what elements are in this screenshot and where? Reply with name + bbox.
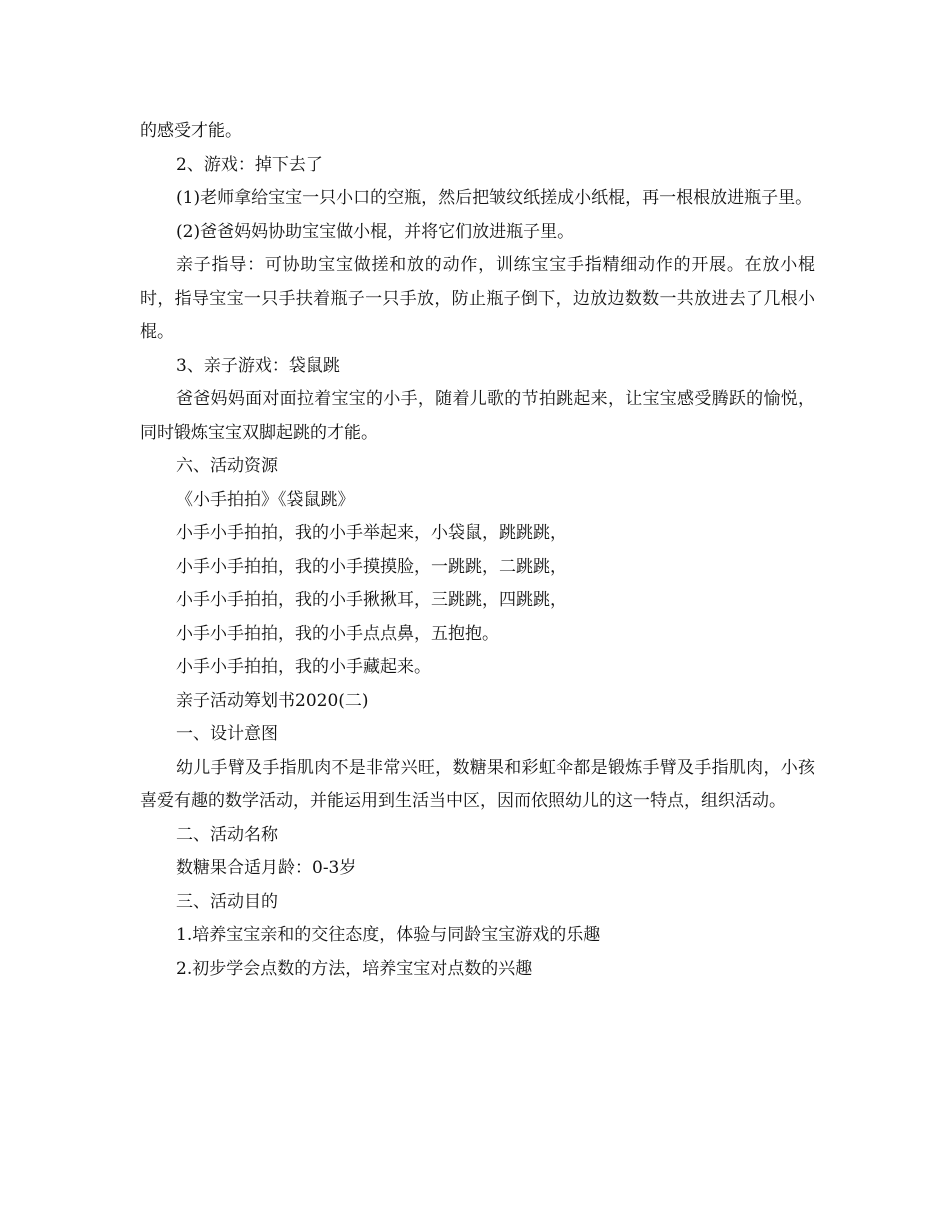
section-heading: 六、活动资源	[176, 456, 278, 476]
lyric-line: 小手小手拍拍，我的小手藏起来。	[176, 657, 431, 677]
paragraph: 爸爸妈妈面对面拉着宝宝的小手，随着儿歌的节拍跳起来，让宝宝感受腾跃的愉悦，同时锻炼宝宝双脚起跳的才能。	[140, 389, 815, 443]
section-heading: 三、活动目的	[176, 891, 278, 912]
document-subtitle: 亲子活动筹划书2020(二)	[176, 690, 369, 711]
document-body	[140, 115, 815, 986]
paragraph: 数糖果合适月龄：0-3岁	[176, 858, 357, 878]
paragraph: (2)爸爸妈妈协助宝宝做小棍，并将它们放进瓶子里。	[176, 221, 575, 242]
paragraph: 亲子指导：可协助宝宝做搓和放的动作，训练宝宝手指精细动作的开展。在放小棍时，指导宝宝一只手扶着瓶子一只手放，防止瓶子倒下，边放边数数一共放进去了几根小棍。	[140, 255, 815, 342]
lyric-line: 小手小手拍拍，我的小手揪揪耳，三跳跳，四跳跳，	[176, 590, 567, 610]
section-heading: 一、设计意图	[176, 724, 278, 744]
paragraph: (1)老师拿给宝宝一只小口的空瓶，然后把皱纹纸搓成小纸棍，再一根根放进瓶子里。	[176, 188, 813, 208]
lyric-line: 小手小手拍拍，我的小手摸摸脸，一跳跳，二跳跳，	[176, 556, 567, 577]
lyric-line: 小手小手拍拍，我的小手点点鼻，五抱抱。	[176, 623, 499, 644]
section-heading: 2、游戏：掉下去了	[176, 154, 323, 175]
list-item: 1.培养宝宝亲和的交往态度，体验与同龄宝宝游戏的乐趣	[176, 925, 601, 945]
list-item: 2.初步学会点数的方法，培养宝宝对点数的兴趣	[176, 958, 533, 979]
section-heading: 二、活动名称	[176, 824, 278, 845]
paragraph: 的感受才能。	[140, 121, 242, 141]
section-heading: 3、亲子游戏：袋鼠跳	[176, 355, 340, 376]
paragraph: 幼儿手臂及手指肌肉不是非常兴旺，数糖果和彩虹伞都是锻炼手臂及手指肌肉，小孩喜爱有趣的数学活动，并能运用到生活当中区，因而依照幼儿的这一特点，组织活动。	[140, 757, 815, 811]
lyric-line: 小手小手拍拍，我的小手举起来，小袋鼠，跳跳跳，	[176, 523, 567, 543]
song-titles: 《小手拍拍》《袋鼠跳》	[176, 489, 355, 510]
